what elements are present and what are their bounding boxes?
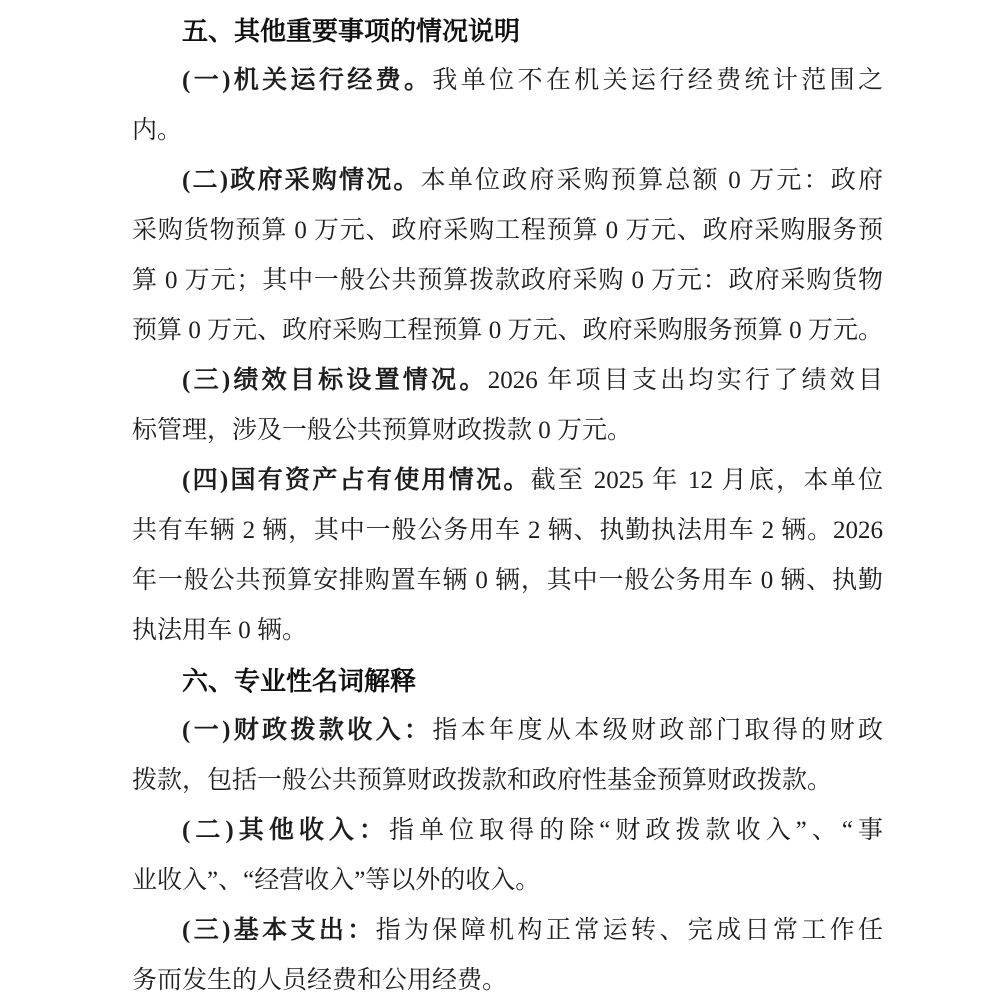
body-text: 业收入”、“经营收入”等以外的收入。 xyxy=(132,867,541,894)
body-text: 指单位取得的除“财政拨款收入”、“事 xyxy=(389,817,883,844)
paragraph-lead-in-text: (三)基本支出： xyxy=(182,917,376,944)
text-line xyxy=(132,456,883,506)
body-text: 务而发生的人员经费和公用经费。 xyxy=(132,967,508,994)
body-text: 我单位不在机关运行经费统计范围之 xyxy=(432,67,883,94)
body-text: 预算 0 万元、政府采购工程预算 0 万元、政府采购服务预算 0 万元。 xyxy=(132,317,883,344)
section-heading: 六、专业性名词解释 xyxy=(182,666,417,696)
text-line xyxy=(132,306,883,356)
text-line xyxy=(132,606,883,656)
paragraph-lead-in-text: (二)政府采购情况。 xyxy=(182,167,421,194)
body-text: 2026 年项目支出均实行了绩效目 xyxy=(487,367,883,394)
paragraph-lead-in-text: (三)绩效目标设置情况。 xyxy=(182,367,488,394)
text-line xyxy=(132,156,883,206)
text-line xyxy=(132,756,883,806)
paragraph-lead-in-text: (四)国有资产占有使用情况。 xyxy=(182,467,531,494)
body-text: 拨款，包括一般公共预算财政拨款和政府性基金预算财政拨款。 xyxy=(132,767,833,794)
text-line xyxy=(132,406,883,456)
text-line xyxy=(132,556,883,606)
text-line xyxy=(132,706,883,756)
text-line xyxy=(132,906,883,956)
body-text: 本单位政府采购预算总额 0 万元：政府 xyxy=(420,167,883,194)
body-text: 年一般公共预算安排购置车辆 0 辆，其中一般公务用车 0 辆、执勤 xyxy=(132,567,883,594)
body-text: 内。 xyxy=(132,117,183,144)
text-line xyxy=(132,356,883,406)
body-text: 截至 2025 年 12 月底，本单位 xyxy=(530,467,883,494)
body-text: 执法用车 0 辆。 xyxy=(132,617,308,644)
text-line xyxy=(132,956,883,1006)
text-line xyxy=(132,106,883,156)
text-line xyxy=(132,506,883,556)
text-line xyxy=(132,256,883,306)
text-line xyxy=(132,806,883,856)
paragraph-lead-in-text: (二)其他收入： xyxy=(182,817,389,844)
body-text: 指为保障机构正常运转、完成日常工作任 xyxy=(375,917,883,944)
text-line xyxy=(132,206,883,256)
body-text: 标管理，涉及一般公共预算财政拨款 0 万元。 xyxy=(132,417,633,444)
paragraph-lead-in-text: (一)财政拨款收入： xyxy=(182,717,433,744)
section-heading: 五、其他重要事项的情况说明 xyxy=(182,16,521,46)
body-text: 指本年度从本级财政部门取得的财政 xyxy=(432,717,883,744)
body-text: 共有车辆 2 辆，其中一般公务用车 2 辆、执勤执法用车 2 辆。2026 xyxy=(132,517,883,544)
body-text: 采购货物预算 0 万元、政府采购工程预算 0 万元、政府采购服务预 xyxy=(132,217,883,244)
body-text: 算 0 万元；其中一般公共预算拨款政府采购 0 万元：政府采购货物 xyxy=(132,267,883,294)
paragraph-lead-in-text: (一)机关运行经费。 xyxy=(182,67,433,94)
document-body xyxy=(132,6,883,1006)
text-line xyxy=(132,856,883,906)
text-line xyxy=(132,56,883,106)
